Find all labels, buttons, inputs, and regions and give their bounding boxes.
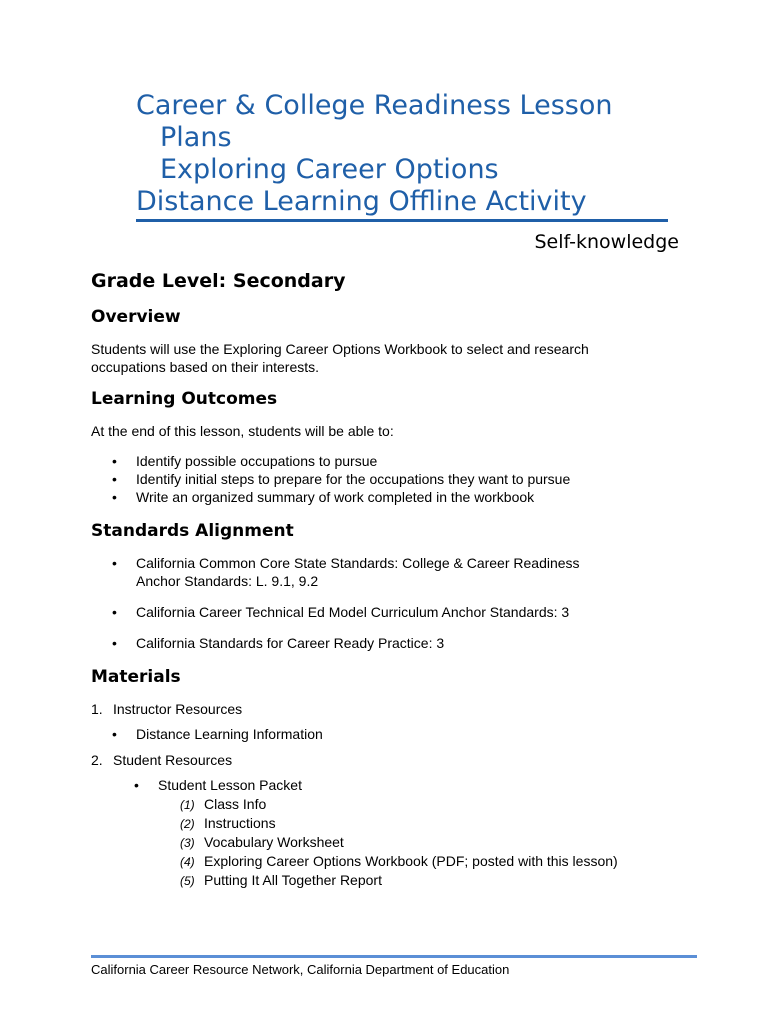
standards-heading: Standards Alignment xyxy=(91,521,294,541)
list-number: 2. xyxy=(91,752,103,768)
list-item: • California Standards for Career Ready Practice: 3 xyxy=(91,634,651,652)
list-item: (1) Class Info xyxy=(180,796,267,812)
student-resources-item xyxy=(91,751,232,769)
list-item: • Write an organized summary of work completed in the workbook xyxy=(91,488,570,506)
student-resources-list xyxy=(113,776,302,794)
list-item: (5) Putting It All Together Report xyxy=(180,872,382,888)
student-resources-label: Student Resources xyxy=(113,752,233,768)
overview-text: Students will use the Exploring Career Options Workbook to select and research occupations based on their interests. xyxy=(91,341,589,375)
list-item: (3) Vocabulary Worksheet xyxy=(180,834,344,850)
materials-heading: Materials xyxy=(91,667,181,687)
list-item: • Distance Learning Information xyxy=(91,725,323,743)
title-line-3: Exploring Career Options xyxy=(160,154,499,185)
title-line-1: Career & College Readiness Lesson xyxy=(136,90,613,121)
list-item: • California Common Core State Standards: College & Career Readiness Anchor Standards: L. 9.1, 9.2 xyxy=(91,554,651,590)
grade-level-heading: Grade Level: Secondary xyxy=(91,270,346,292)
learning-outcomes-intro: At the end of this lesson, students will be able to: xyxy=(91,423,394,439)
subtitle: Self-knowledge xyxy=(534,231,679,253)
list-item: • Student Lesson Packet xyxy=(113,776,302,794)
list-number: 1. xyxy=(91,701,103,717)
title-line-4: Distance Learning Offline Activity xyxy=(136,186,587,217)
title-line-2: Plans xyxy=(160,122,232,153)
learning-outcomes-heading: Learning Outcomes xyxy=(91,389,278,409)
list-item: (4) Exploring Career Options Workbook (PDF; posted with this lesson) xyxy=(180,853,618,869)
list-item: • California Career Technical Ed Model Curriculum Anchor Standards: 3 xyxy=(91,603,651,621)
document-title xyxy=(136,90,696,218)
list-item: (2) Instructions xyxy=(180,815,276,831)
title-divider xyxy=(136,219,668,222)
standards-list xyxy=(91,554,651,652)
learning-outcomes-list xyxy=(91,452,570,506)
instructor-resources-label: Instructor Resources xyxy=(113,701,243,717)
footer-text: California Career Resource Network, California Department of Education xyxy=(91,962,510,977)
footer-divider xyxy=(91,955,697,958)
instructor-resources-item xyxy=(91,700,242,718)
instructor-resources-list xyxy=(91,725,323,743)
student-packet-contents xyxy=(180,795,618,890)
overview-heading: Overview xyxy=(91,307,181,327)
list-item: • Identify possible occupations to pursue xyxy=(91,452,570,470)
list-item: • Identify initial steps to prepare for the occupations they want to pursue xyxy=(91,470,570,488)
